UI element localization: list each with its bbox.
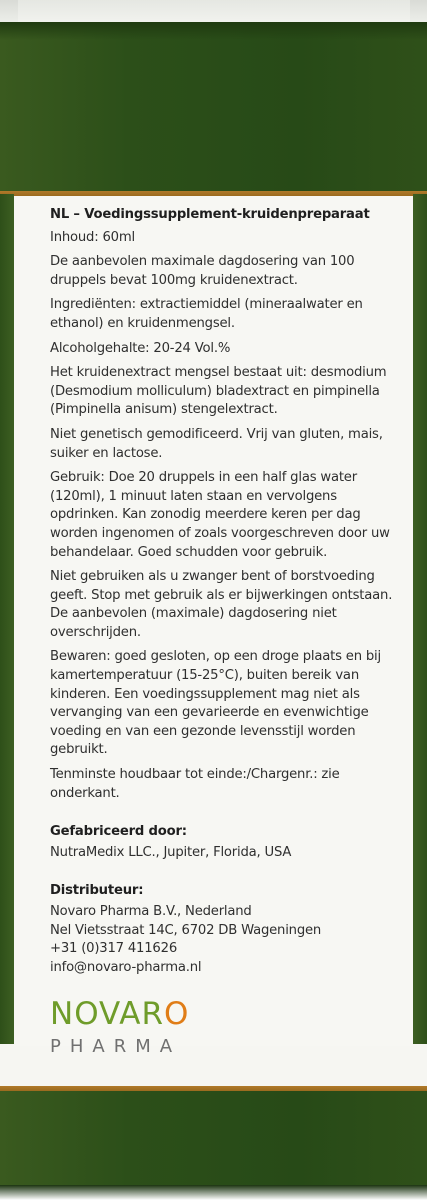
band-shadow: [0, 22, 427, 40]
logo-wordmark: [50, 996, 310, 1032]
distributor-heading: Distributeur:: [50, 883, 144, 899]
manufacturer-text: NutraMedix LLC., Jupiter, Florida, USA: [50, 844, 292, 860]
label-text: [50, 206, 395, 977]
box-left-edge: [0, 194, 14, 1044]
ingredients-paragraph: Ingrediënten: extractiemiddel (mineraalwater en ethanol) en kruidenmengsel.: [50, 297, 363, 331]
logo-word-green: NOVAR: [50, 996, 165, 1032]
distributor-name: Novaro Pharma B.V., Nederland: [50, 904, 252, 919]
gmo-free-paragraph: Niet genetisch gemodificeerd. Vrij van gluten, mais, suiker en lactose.: [50, 426, 383, 461]
product-title: NL – Voedingssupplement-kruidenpreparaat: [50, 207, 370, 222]
expiry-paragraph: Tenminste houdbaar tot einde:/Chargenr.: zie onderkant.: [50, 767, 340, 801]
contents-line: Inhoud: 60ml: [50, 229, 135, 245]
manufacturer-heading: Gefabriceerd door:: [50, 824, 187, 840]
logo-word-orange: O: [164, 996, 190, 1032]
alcohol-line: Alcoholgehalte: 20-24 Vol.%: [50, 340, 231, 356]
box-top-tab: [18, 0, 410, 23]
dosage-paragraph: De aanbevolen maximale dagdosering van 100 druppels bevat 100mg kruidenextract.: [50, 254, 355, 288]
distributor-address: Nel Vietsstraat 14C, 6702 DB Wageningen: [50, 922, 322, 938]
green-band-bottom: [0, 1091, 427, 1185]
logo-subtitle: PHARMA: [50, 1036, 182, 1057]
green-band-top: [0, 22, 427, 194]
storage-paragraph: Bewaren: goed gesloten, op een droge plaats en bij kamertemperatuur (15-25°C), buiten bereik van kinderen. Een voedingssupplement mag niet als vervanging van een gevarieerde en evenwichtige voeding en van een gezonde levensstijl worden gebruikt.: [50, 649, 381, 758]
composition-paragraph: Het kruidenextract mengsel bestaat uit: desmodium (Desmodium molliculum) bladextract en pimpinella (Pimpinella anisum) stengelextract.: [50, 365, 387, 418]
box-right-edge: [413, 194, 427, 1044]
box-bottom-edge: [0, 1185, 427, 1200]
distributor-phone: +31 (0)317 411626: [50, 941, 178, 957]
novaro-pharma-logo: [50, 996, 310, 1057]
distributor-email: info@novaro-pharma.nl: [50, 959, 202, 975]
warning-paragraph: Niet gebruiken als u zwanger bent of borstvoeding geeft. Stop met gebruik als er bijwerkingen ontstaan. De aanbevolen (maximale) dagdosering niet overschrijden.: [50, 569, 393, 640]
usage-paragraph: Gebruik: Doe 20 druppels in een half glas water (120ml), 1 minuut laten staan en vervolgens opdrinken. Kan zonodig meerdere keren per dag worden ingenomen of zoals voorgeschreven door uw behandelaar. Goed schudden voor gebruik.: [50, 470, 390, 560]
